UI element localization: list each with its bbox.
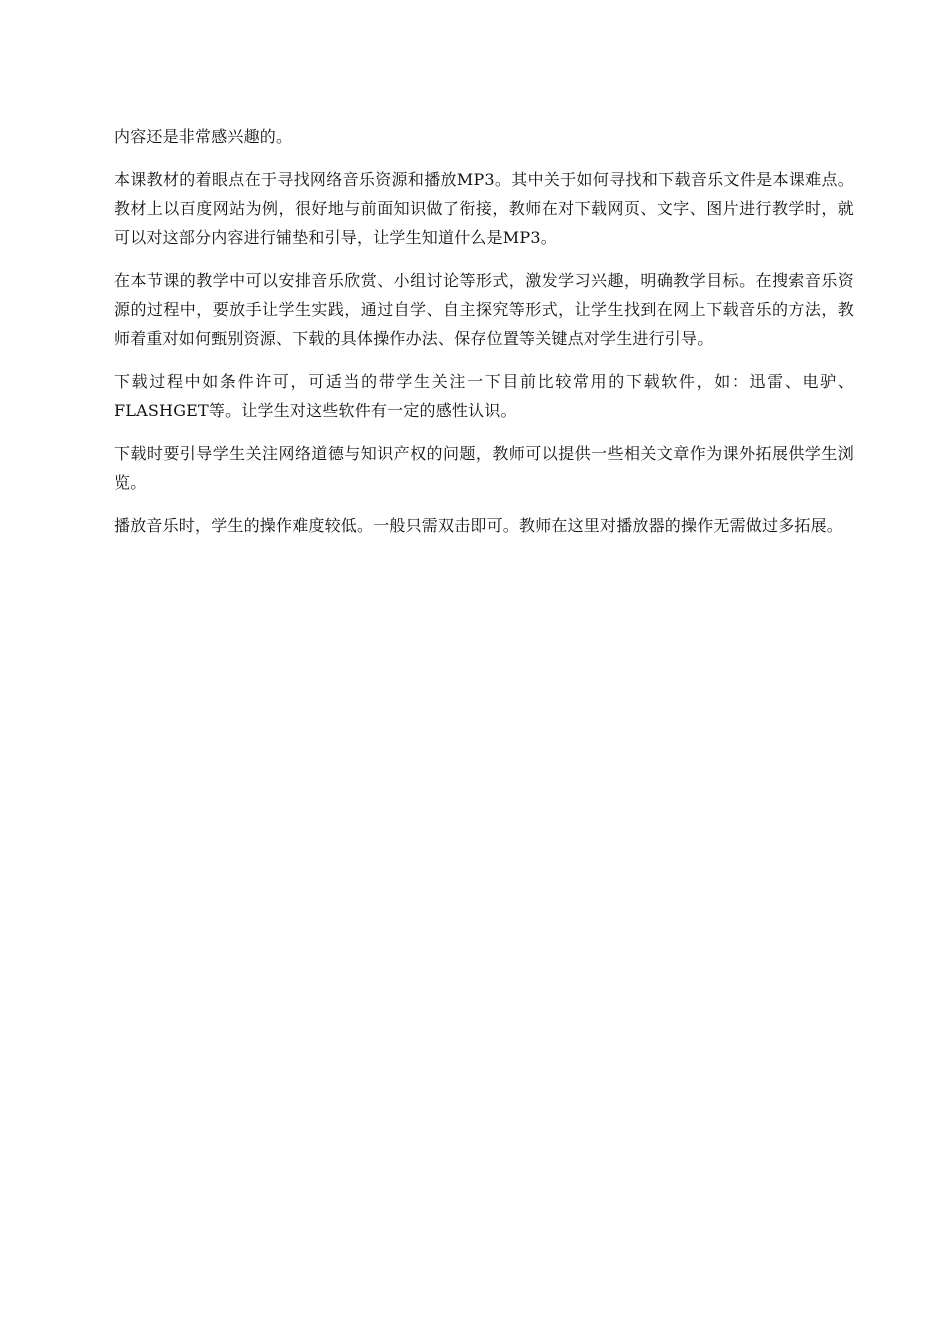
document-body <box>114 122 854 554</box>
paragraph-4: 下载过程中如条件许可，可适当的带学生关注一下目前比较常用的下载软件，如：迅雷、电驴、FLASHGET等。让学生对这些软件有一定的感性认识。 <box>114 372 854 420</box>
paragraph-1: 内容还是非常感兴趣的。 <box>114 127 293 146</box>
paragraph-5: 下载时要引导学生关注网络道德与知识产权的问题，教师可以提供一些相关文章作为课外拓展供学生浏览。 <box>114 444 854 492</box>
paragraph-2: 本课教材的着眼点在于寻找网络音乐资源和播放MP3。其中关于如何寻找和下载音乐文件是本课难点。教材上以百度网站为例，很好地与前面知识做了衔接，教师在对下载网页、文字、图片进行教学时，就可以对这部分内容进行铺垫和引导，让学生知道什么是MP3。 <box>114 170 854 247</box>
paragraph-6: 播放音乐时，学生的操作难度较低。一般只需双击即可。教师在这里对播放器的操作无需做过多拓展。 <box>114 516 844 535</box>
paragraph-3: 在本节课的教学中可以安排音乐欣赏、小组讨论等形式，激发学习兴趣，明确教学目标。在搜索音乐资源的过程中，要放手让学生实践，通过自学、自主探究等形式，让学生找到在网上下载音乐的方法，教师着重对如何甄别资源、下载的具体操作办法、保存位置等关键点对学生进行引导。 <box>114 271 854 348</box>
